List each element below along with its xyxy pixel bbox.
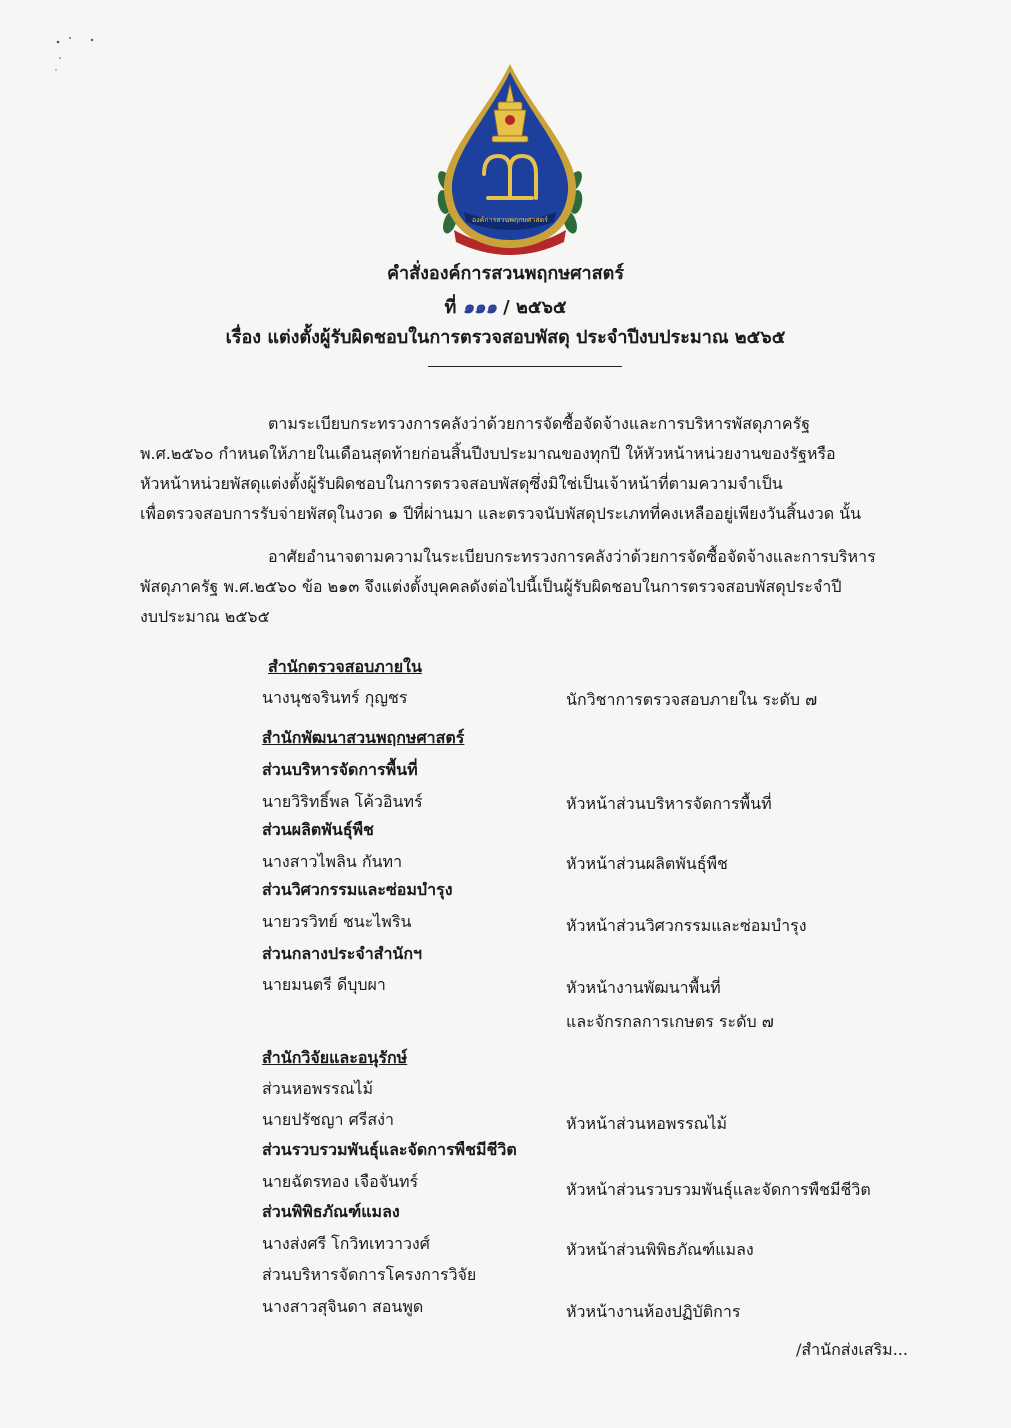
order-subject: เรื่อง แต่งตั้งผู้รับผิดชอบในการตรวจสอบพัสดุ ประจำปีงบประมาณ ๒๕๖๕ — [225, 327, 786, 348]
person-position: หัวหน้าส่วนพิพิธภัณฑ์แมลง — [566, 1240, 754, 1259]
paragraph-line: พ.ศ.๒๕๖๐ กำหนดให้ภายในเดือนสุดท้ายก่อนสิ้นปีงบประมาณของทุกปี ให้หัวหน้าหน่วยงานของรัฐหรือ — [140, 444, 836, 463]
person-name: นายมนตรี ดีบุบผา — [262, 975, 386, 994]
section-title: สำนักตรวจสอบภายใน — [268, 657, 422, 676]
person-position: หัวหน้าส่วนผลิตพันธุ์พืช — [566, 854, 728, 873]
person-name: นางสาวไพลิน กันทา — [262, 852, 403, 871]
person-position: หัวหน้างานพัฒนาพื้นที่ — [566, 978, 721, 997]
person-name: นายฉัตรทอง เจือจันทร์ — [262, 1172, 419, 1191]
person-name: นายวรวิทย์ ชนะไพริน — [262, 912, 412, 931]
paragraph-1 — [140, 409, 916, 529]
section-title: สำนักพัฒนาสวนพฤกษศาสตร์ — [262, 728, 465, 747]
person-position: หัวหน้าส่วนรวบรวมพันธุ์และจัดการพืชมีชีวิต — [566, 1180, 871, 1199]
person-name: นายปรัชญา ศรีสง่า — [262, 1110, 394, 1129]
subsection-title: ส่วนวิศวกรรมและซ่อมบำรุง — [262, 880, 453, 899]
person-position: หัวหน้างานห้องปฏิบัติการ — [566, 1302, 741, 1321]
order-number-year: / ๒๕๖๕ — [503, 297, 567, 318]
subsection-title: ส่วนกลางประจำสำนักฯ — [262, 944, 423, 963]
person-position: หัวหน้าส่วนบริหารจัดการพื้นที่ — [566, 794, 772, 813]
subsection-title: ส่วนผลิตพันธุ์พืช — [262, 820, 374, 839]
subsection-title: ส่วนพิพิธภัณฑ์แมลง — [262, 1202, 400, 1221]
person-name: นางนุชจรินทร์ กุญชร — [262, 688, 408, 707]
paragraph-2 — [140, 542, 916, 632]
svg-text:องค์การสวนพฤกษศาสตร์: องค์การสวนพฤกษศาสตร์ — [472, 216, 548, 224]
order-number-value: ๑๑๑ — [462, 297, 497, 318]
person-position: หัวหน้าส่วนวิศวกรรมและซ่อมบำรุง — [566, 916, 807, 935]
person-position-continued: และจักรกลการเกษตร ระดับ ๗ — [566, 1012, 774, 1031]
title-divider — [428, 366, 622, 367]
person-position: นักวิชาการตรวจสอบภายใน ระดับ ๗ — [566, 690, 818, 709]
person-name: นางสาวสุจินดา สอนพูด — [262, 1297, 424, 1316]
subsection-title: ส่วนรวบรวมพันธุ์และจัดการพืชมีชีวิต — [262, 1140, 517, 1159]
subsection-title: ส่วนบริหารจัดการโครงการวิจัย — [262, 1265, 477, 1284]
person-name: นายวิริทธิ์พล โค้วอินทร์ — [262, 792, 423, 811]
subsection-title: ส่วนบริหารจัดการพื้นที่ — [262, 760, 418, 779]
continuation-note: /สำนักส่งเสริม... — [796, 1340, 908, 1359]
scan-specks — [50, 30, 110, 84]
person-position: หัวหน้าส่วนหอพรรณไม้ — [566, 1114, 728, 1133]
paragraph-line: งบประมาณ ๒๕๖๕ — [140, 607, 270, 626]
person-name: นางส่งศรี โกวิทเทวาวงศ์ — [262, 1234, 430, 1253]
organization-emblem — [436, 62, 584, 258]
order-number-prefix: ที่ — [444, 297, 457, 318]
section-title: สำนักวิจัยและอนุรักษ์ — [262, 1048, 408, 1067]
paragraph-line: พัสดุภาครัฐ พ.ศ.๒๕๖๐ ข้อ ๒๑๓ จึงแต่งตั้งบุคคลดังต่อไปนี้เป็นผู้รับผิดชอบในการตรวจสอบพัสดุประจำปี — [140, 577, 842, 596]
paragraph-line: อาศัยอำนาจตามความในระเบียบกระทรวงการคลังว่าด้วยการจัดซื้อจัดจ้างและการบริหาร — [268, 547, 876, 566]
order-number — [0, 292, 1011, 321]
paragraph-line: เพื่อตรวจสอบการรับจ่ายพัสดุในงวด ๑ ปีที่ผ่านมา และตรวจนับพัสดุประเภทที่คงเหลืออยู่เพียงวันสิ้นงวด นั้น — [140, 504, 862, 523]
paragraph-line: หัวหน้าหน่วยพัสดุแต่งตั้งผู้รับผิดชอบในการตรวจสอบพัสดุซึ่งมิใช่เป็นเจ้าหน้าที่ตามความจำเป็น — [140, 474, 783, 493]
subsection-title: ส่วนหอพรรณไม้ — [262, 1079, 374, 1098]
paragraph-line: ตามระเบียบกระทรวงการคลังว่าด้วยการจัดซื้อจัดจ้างและการบริหารพัสดุภาครัฐ — [268, 414, 811, 433]
order-title: คำสั่งองค์การสวนพฤกษศาสตร์ — [386, 263, 625, 284]
